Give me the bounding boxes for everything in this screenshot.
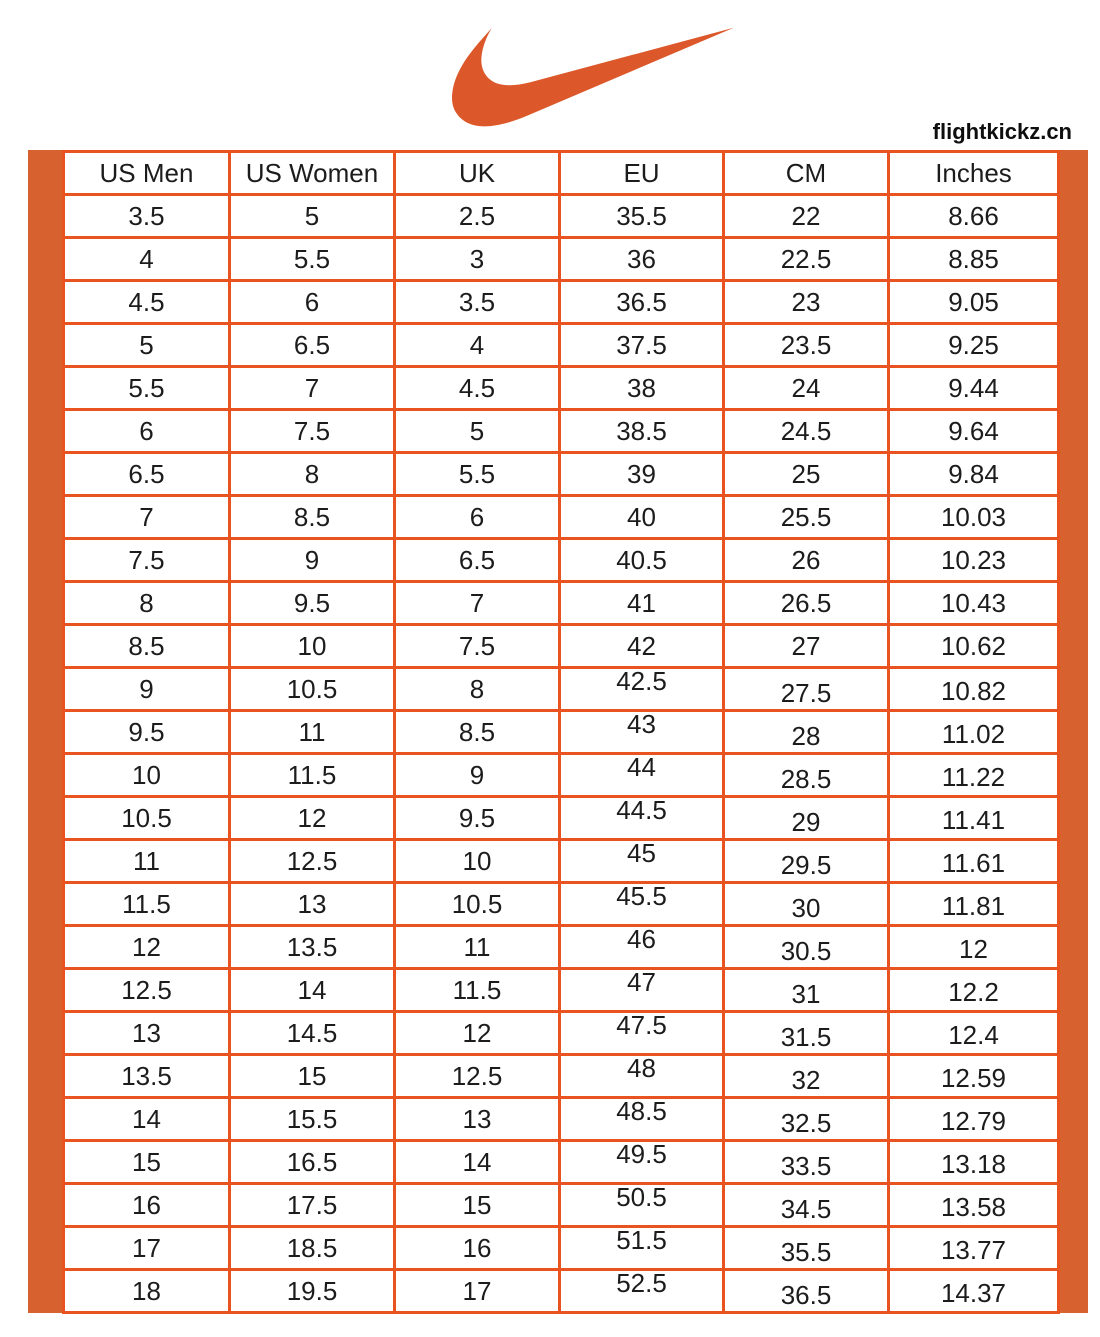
cell-eu: 41 [560,582,724,625]
cell-us-women: 7.5 [230,410,395,453]
cell-cm: 22.5 [724,238,889,281]
table-row [64,969,1059,1012]
table-row [64,1227,1059,1270]
cell-eu: 38 [560,367,724,410]
table-row [64,539,1059,582]
cell-us-women: 6.5 [230,324,395,367]
cell-us-men: 13 [64,1012,230,1055]
table-row [64,754,1059,797]
cell-cm: 24.5 [724,410,889,453]
cell-cm: 36.5 [724,1270,889,1313]
cell-inches: 10.03 [889,496,1059,539]
cell-inches: 14.37 [889,1270,1059,1313]
nike-swoosh-path [452,28,734,127]
cell-eu: 50.5 [560,1184,724,1227]
cell-us-men: 14 [64,1098,230,1141]
cell-eu: 42.5 [560,668,724,711]
col-header-eu: EU [560,152,724,195]
cell-us-men: 7 [64,496,230,539]
cell-inches: 12.4 [889,1012,1059,1055]
cell-eu: 43 [560,711,724,754]
size-table [62,150,1060,1314]
cell-us-men: 16 [64,1184,230,1227]
cell-cm: 25.5 [724,496,889,539]
table-row [64,367,1059,410]
cell-cm: 26.5 [724,582,889,625]
cell-inches: 10.23 [889,539,1059,582]
cell-us-women: 6 [230,281,395,324]
col-header-us-women: US Women [230,152,395,195]
cell-eu: 46 [560,926,724,969]
cell-us-men: 8.5 [64,625,230,668]
cell-us-men: 11.5 [64,883,230,926]
cell-uk: 9.5 [395,797,560,840]
cell-us-women: 9 [230,539,395,582]
cell-cm: 32.5 [724,1098,889,1141]
cell-us-men: 11 [64,840,230,883]
cell-us-men: 10 [64,754,230,797]
cell-cm: 28 [724,711,889,754]
cell-eu: 42 [560,625,724,668]
cell-us-women: 10.5 [230,668,395,711]
cell-us-women: 8.5 [230,496,395,539]
right-accent-band [1060,150,1088,1313]
cell-uk: 8.5 [395,711,560,754]
cell-cm: 27 [724,625,889,668]
cell-uk: 9 [395,754,560,797]
table-row [64,496,1059,539]
cell-eu: 52.5 [560,1270,724,1313]
col-header-inches: Inches [889,152,1059,195]
table-row [64,1098,1059,1141]
cell-inches: 11.81 [889,883,1059,926]
cell-us-men: 10.5 [64,797,230,840]
table-row [64,1184,1059,1227]
cell-eu: 38.5 [560,410,724,453]
cell-uk: 10.5 [395,883,560,926]
cell-uk: 16 [395,1227,560,1270]
cell-eu: 47 [560,969,724,1012]
cell-uk: 12.5 [395,1055,560,1098]
cell-us-men: 5 [64,324,230,367]
cell-cm: 27.5 [724,668,889,711]
cell-uk: 4.5 [395,367,560,410]
cell-us-men: 17 [64,1227,230,1270]
cell-uk: 6.5 [395,539,560,582]
cell-us-men: 6 [64,410,230,453]
cell-inches: 9.25 [889,324,1059,367]
cell-uk: 7 [395,582,560,625]
cell-inches: 9.44 [889,367,1059,410]
table-row [64,797,1059,840]
cell-cm: 29 [724,797,889,840]
cell-eu: 35.5 [560,195,724,238]
cell-inches: 11.22 [889,754,1059,797]
col-header-uk: UK [395,152,560,195]
cell-eu: 40.5 [560,539,724,582]
header-row [64,152,1059,195]
col-header-us-men: US Men [64,152,230,195]
cell-uk: 14 [395,1141,560,1184]
left-accent-band [28,150,62,1313]
cell-inches: 13.77 [889,1227,1059,1270]
cell-us-men: 9 [64,668,230,711]
cell-cm: 31.5 [724,1012,889,1055]
cell-uk: 11.5 [395,969,560,1012]
table-row [64,625,1059,668]
cell-eu: 39 [560,453,724,496]
cell-us-women: 5 [230,195,395,238]
cell-us-men: 4 [64,238,230,281]
table-row [64,1055,1059,1098]
table-row [64,1270,1059,1313]
cell-us-men: 4.5 [64,281,230,324]
cell-uk: 3.5 [395,281,560,324]
table-row [64,883,1059,926]
cell-us-women: 19.5 [230,1270,395,1313]
table-row [64,582,1059,625]
cell-eu: 48 [560,1055,724,1098]
cell-uk: 12 [395,1012,560,1055]
cell-inches: 9.84 [889,453,1059,496]
cell-cm: 22 [724,195,889,238]
cell-cm: 29.5 [724,840,889,883]
cell-cm: 30.5 [724,926,889,969]
cell-inches: 12.79 [889,1098,1059,1141]
cell-us-men: 5.5 [64,367,230,410]
cell-us-women: 10 [230,625,395,668]
cell-us-men: 3.5 [64,195,230,238]
cell-eu: 45.5 [560,883,724,926]
cell-us-women: 16.5 [230,1141,395,1184]
cell-us-women: 14 [230,969,395,1012]
cell-eu: 51.5 [560,1227,724,1270]
table-row [64,238,1059,281]
cell-us-men: 15 [64,1141,230,1184]
cell-inches: 10.82 [889,668,1059,711]
cell-us-men: 6.5 [64,453,230,496]
cell-eu: 36 [560,238,724,281]
cell-inches: 12.2 [889,969,1059,1012]
cell-cm: 26 [724,539,889,582]
cell-eu: 44 [560,754,724,797]
cell-eu: 48.5 [560,1098,724,1141]
cell-us-men: 18 [64,1270,230,1313]
cell-cm: 24 [724,367,889,410]
cell-us-women: 8 [230,453,395,496]
table-row [64,1141,1059,1184]
cell-uk: 2.5 [395,195,560,238]
nike-swoosh-icon [452,24,734,130]
table-row [64,668,1059,711]
cell-us-women: 12.5 [230,840,395,883]
cell-inches: 12.59 [889,1055,1059,1098]
cell-us-men: 7.5 [64,539,230,582]
cell-us-women: 17.5 [230,1184,395,1227]
cell-inches: 9.64 [889,410,1059,453]
cell-cm: 31 [724,969,889,1012]
cell-inches: 8.66 [889,195,1059,238]
cell-inches: 13.58 [889,1184,1059,1227]
cell-us-women: 13 [230,883,395,926]
cell-us-men: 12.5 [64,969,230,1012]
table-row [64,410,1059,453]
cell-eu: 40 [560,496,724,539]
cell-cm: 23.5 [724,324,889,367]
table-row [64,324,1059,367]
cell-us-women: 18.5 [230,1227,395,1270]
cell-us-women: 9.5 [230,582,395,625]
cell-uk: 17 [395,1270,560,1313]
cell-cm: 32 [724,1055,889,1098]
cell-inches: 11.02 [889,711,1059,754]
cell-cm: 33.5 [724,1141,889,1184]
cell-us-men: 13.5 [64,1055,230,1098]
table-row [64,711,1059,754]
cell-inches: 11.61 [889,840,1059,883]
cell-uk: 10 [395,840,560,883]
size-conversion-chart [28,150,1085,1313]
cell-eu: 45 [560,840,724,883]
cell-us-men: 9.5 [64,711,230,754]
cell-us-women: 15.5 [230,1098,395,1141]
cell-us-women: 12 [230,797,395,840]
cell-cm: 23 [724,281,889,324]
cell-cm: 30 [724,883,889,926]
cell-inches: 10.62 [889,625,1059,668]
cell-uk: 5.5 [395,453,560,496]
cell-inches: 12 [889,926,1059,969]
cell-uk: 3 [395,238,560,281]
cell-inches: 9.05 [889,281,1059,324]
table-row [64,840,1059,883]
cell-cm: 34.5 [724,1184,889,1227]
cell-uk: 4 [395,324,560,367]
cell-eu: 36.5 [560,281,724,324]
cell-eu: 44.5 [560,797,724,840]
table-row [64,453,1059,496]
cell-inches: 11.41 [889,797,1059,840]
cell-inches: 10.43 [889,582,1059,625]
cell-cm: 35.5 [724,1227,889,1270]
cell-uk: 8 [395,668,560,711]
col-header-cm: CM [724,152,889,195]
table-row [64,281,1059,324]
cell-us-women: 13.5 [230,926,395,969]
cell-us-men: 12 [64,926,230,969]
cell-eu: 47.5 [560,1012,724,1055]
cell-uk: 13 [395,1098,560,1141]
cell-us-women: 14.5 [230,1012,395,1055]
cell-cm: 25 [724,453,889,496]
cell-cm: 28.5 [724,754,889,797]
cell-us-women: 11 [230,711,395,754]
cell-us-women: 11.5 [230,754,395,797]
cell-us-women: 5.5 [230,238,395,281]
cell-uk: 7.5 [395,625,560,668]
table-row [64,195,1059,238]
cell-us-men: 8 [64,582,230,625]
cell-eu: 49.5 [560,1141,724,1184]
table-row [64,926,1059,969]
cell-inches: 8.85 [889,238,1059,281]
cell-inches: 13.18 [889,1141,1059,1184]
cell-uk: 15 [395,1184,560,1227]
watermark-url: flightkickz.cn [932,119,1072,144]
cell-us-women: 7 [230,367,395,410]
table-row [64,1012,1059,1055]
cell-us-women: 15 [230,1055,395,1098]
cell-uk: 11 [395,926,560,969]
cell-uk: 6 [395,496,560,539]
cell-eu: 37.5 [560,324,724,367]
cell-uk: 5 [395,410,560,453]
